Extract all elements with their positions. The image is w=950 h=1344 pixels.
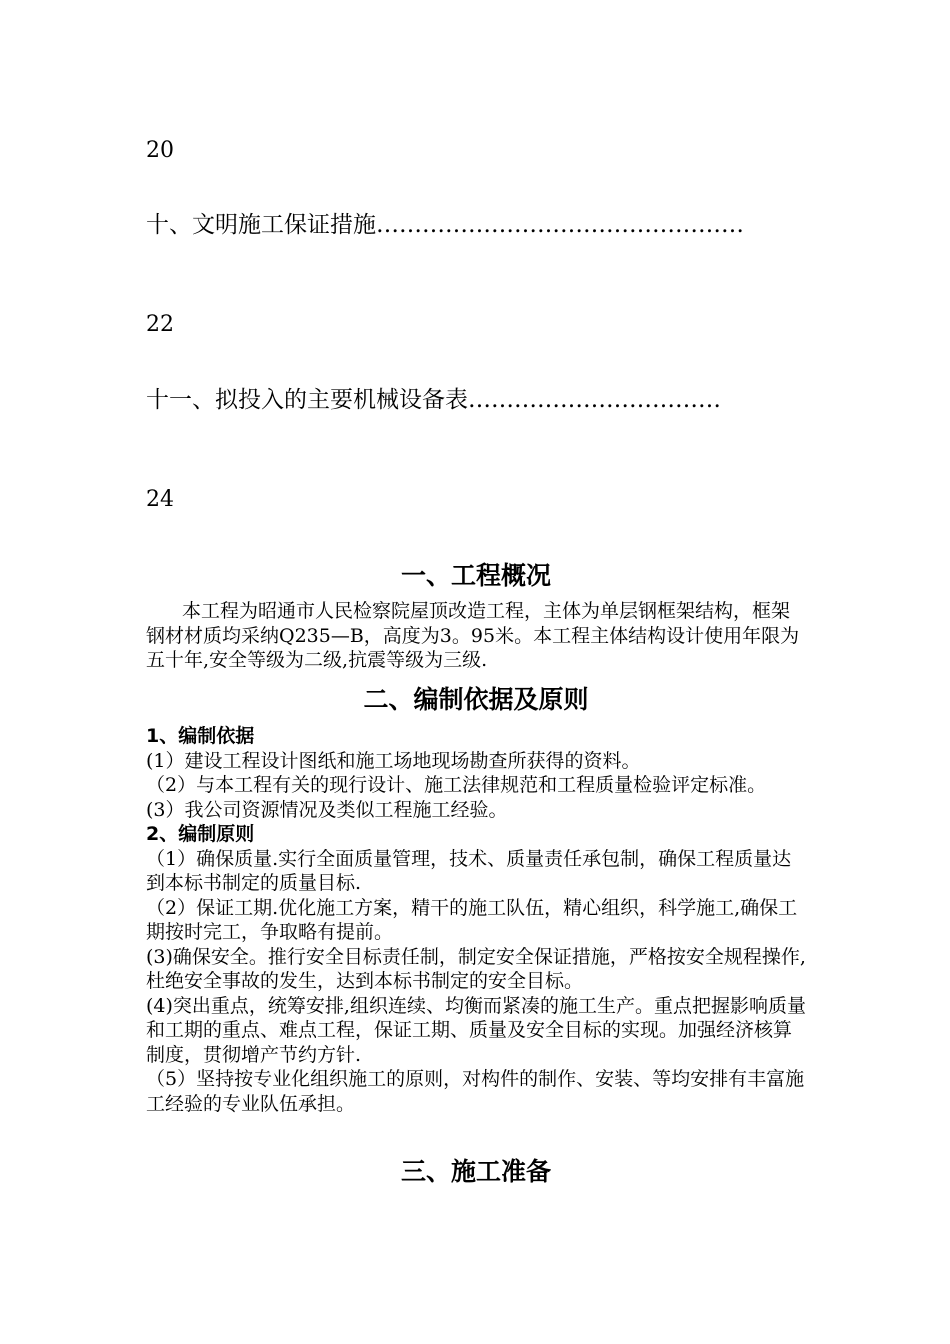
toc-page-number: 20 (146, 138, 174, 163)
toc-entry-10: 十、文明施工保证措施………………………………………… (146, 212, 744, 238)
toc-page-number: 22 (146, 312, 174, 337)
section-heading-overview: 一、工程概况 (400, 561, 551, 590)
subheading-basis: 1、编制依据 (146, 725, 255, 747)
principle-item: （1）确保质量.实行全面质量管理，技术、质量责任承包制，确保工程质量达到本标书制定的质量目标. (146, 847, 792, 894)
principle-item: （5）坚持按专业化组织施工的原则，对构件的制作、安装、等均安排有丰富施工经验的专业队伍承担。 (146, 1068, 805, 1115)
overview-paragraph: 本工程为昭通市人民检察院屋顶改造工程，主体为单层钢框架结构，框架钢材材质均采纳Q235—B，高度为3。95米。本工程主体结构设计使用年限为五十年,安全等级为二级,抗震等级为三级. (146, 600, 800, 671)
principle-item: (4)突出重点，统筹安排,组织连续、均衡而紧凑的施工生产。重点把握影响质量和工期的重点、难点工程，保证工期、质量及安全目标的实现。加强经济核算制度，贯彻增产节约方针. (146, 994, 806, 1066)
toc-page-number: 24 (146, 487, 174, 512)
basis-body (146, 724, 808, 1116)
toc-entry-11: 十一、拟投入的主要机械设备表…………………………… (146, 387, 721, 413)
basis-item: (3）我公司资源情况及类似工程施工经验。 (146, 798, 508, 821)
principle-item: （2）保证工期.优化施工方案，精干的施工队伍，精心组织，科学施工,确保工期按时完工，争取略有提前。 (146, 896, 798, 943)
section-heading-basis: 二、编制依据及原则 (363, 685, 589, 714)
section-heading-preparation: 三、施工准备 (400, 1157, 551, 1186)
principle-item: (3)确保安全。推行安全目标责任制，制定安全保证措施，严格按安全规程操作,杜绝安全事故的发生，达到本标书制定的安全目标。 (146, 945, 806, 992)
subheading-principles: 2、编制原则 (146, 823, 255, 845)
overview-body (146, 599, 808, 673)
basis-item: （2）与本工程有关的现行设计、施工法律规范和工程质量检验评定标准。 (146, 774, 767, 796)
basis-item: (1）建设工程设计图纸和施工场地现场勘查所获得的资料。 (146, 749, 641, 772)
